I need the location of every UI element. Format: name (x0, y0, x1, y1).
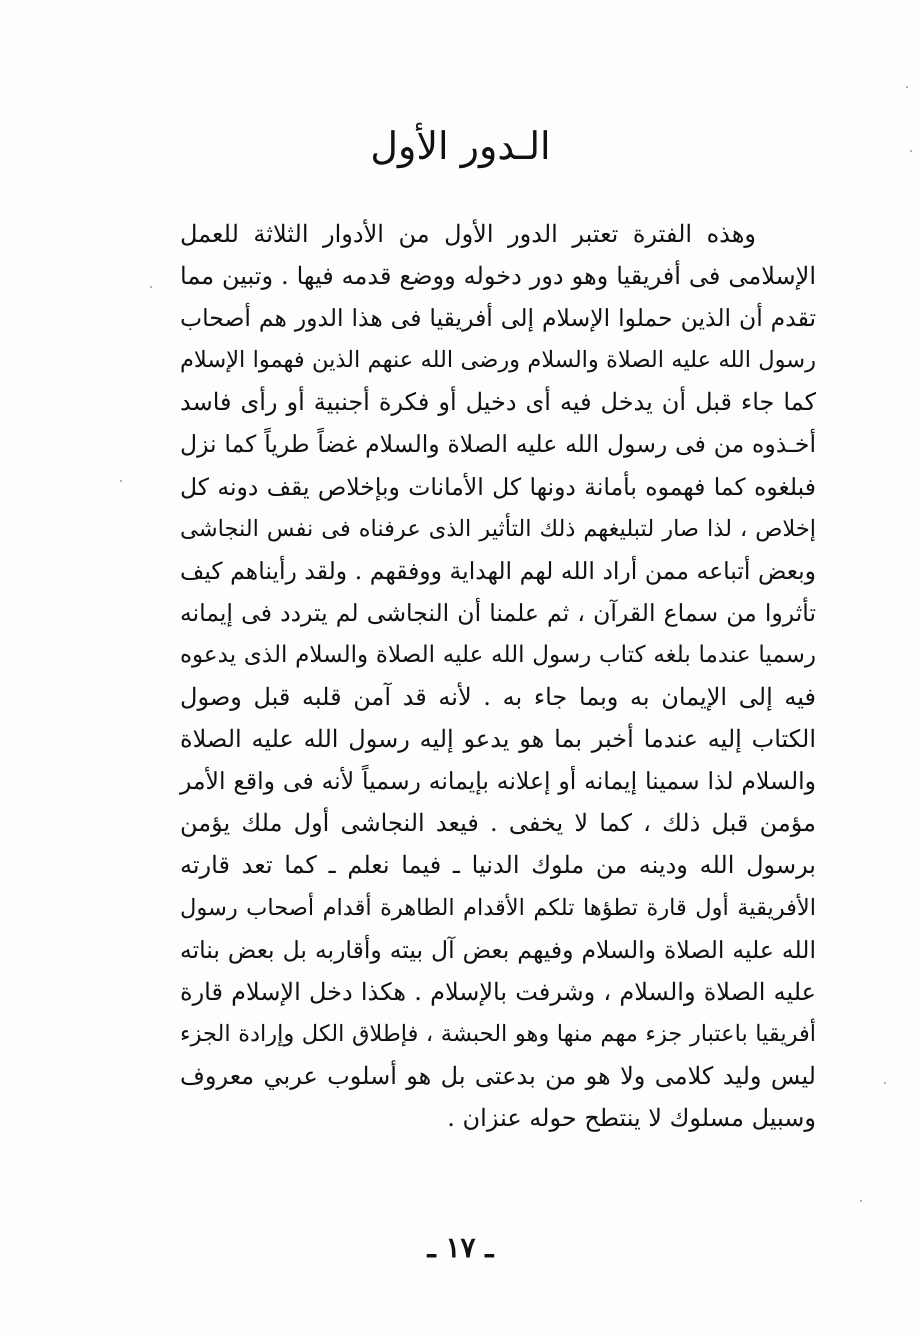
page-number: ـ ١٧ ـ (427, 1231, 494, 1264)
paragraph-line: فبلغوه كما فهموه بأمانة دونها كل الأمانات وبإخلاص يقف دونه كل (180, 472, 816, 501)
body-paragraph (180, 213, 816, 1139)
paragraph-line: أخـذوه من فى رسول الله عليه الصلاة والسلام غضاً طرياً كما نزل (180, 430, 816, 459)
paragraph-line: رسول الله عليه الصلاة والسلام ورضى الله عنهم الذين فهموا الإسلام (180, 347, 816, 374)
paragraph-line: وبعض أتباعه ممن أراد الله لهم الهداية ووفقهم . ولقد رأيناهم كيف (180, 556, 816, 585)
paragraph-line: ليس وليد كلامى ولا هو من بدعتى بل هو أسلوب عربي معروف (180, 1061, 816, 1090)
paragraph-line: تأثروا من سماع القرآن ، ثم علمنا أن النجاشى لم يتردد فى إيمانه (180, 598, 816, 627)
paragraph-line: عليه الصلاة والسلام ، وشرفت بالإسلام . هكذا دخل الإسلام قارة (180, 977, 816, 1006)
paragraph-line: أفريقيا باعتبار جزء مهم منها وهو الحبشة ، فإطلاق الكل وإرادة الجزء (180, 1020, 816, 1047)
scan-speck (150, 286, 152, 288)
paragraph-line: الإسلامى فى أفريقيا وهو دور دخوله ووضع قدمه فيها . وتبين مما (180, 262, 816, 291)
scan-speck (906, 86, 908, 88)
paragraph-line: رسميا عندما بلغه كتاب رسول الله عليه الصلاة والسلام الذى يدعوه (180, 641, 817, 668)
scan-speck (120, 480, 122, 482)
paragraph-line: وهذه الفترة تعتبر الدور الأول من الأدوار الثلاثة للعمل (180, 220, 756, 248)
paragraph-line: فيه إلى الإيمان به وبما جاء به . لأنه قد آمن قلبه قبل وصول (180, 683, 816, 712)
paragraph-line: وسبيل مسلوك لا ينتطح حوله عنزان . (447, 1103, 816, 1132)
paragraph-line: الله عليه الصلاة والسلام وفيهم بعض آل بيته وأقاربه بل بعض بناته (180, 935, 816, 964)
scan-speck (860, 1200, 862, 1202)
paragraph-line: كما جاء قبل أن يدخل فيه أى دخيل أو فكرة أجنبية أو رأى فاسد (180, 388, 816, 417)
scan-speck (884, 1082, 886, 1084)
paragraph-line: مؤمن قبل ذلك ، كما لا يخفى . فيعد النجاشى أول ملك يؤمن (180, 809, 816, 838)
paragraph-line: الأفريقية أول قارة تطؤها تلكم الأقدام الطاهرة أقدام أصحاب رسول (180, 894, 816, 921)
paragraph-line: تقدم أن الذين حملوا الإسلام إلى أفريقيا فى هذا الدور هم أصحاب (180, 304, 816, 333)
paragraph-line: الكتاب إليه عندما أخبر بما هو يدعو إليه رسول الله عليه الصلاة (180, 725, 816, 754)
paragraph-line: والسلام لذا سمينا إيمانه أو إعلانه بإيمانه رسمياً لأنه فى واقع الأمر (180, 767, 816, 796)
paragraph-line: إخلاص ، لذا صار لتبليغهم ذلك التأثير الذى عرفناه فى نفس النجاشى (180, 515, 816, 542)
chapter-heading: الـدور الأول (370, 124, 551, 168)
paragraph-line: برسول الله ودينه من ملوك الدنيا ـ فيما نعلم ـ كما تعد قارته (180, 851, 816, 880)
